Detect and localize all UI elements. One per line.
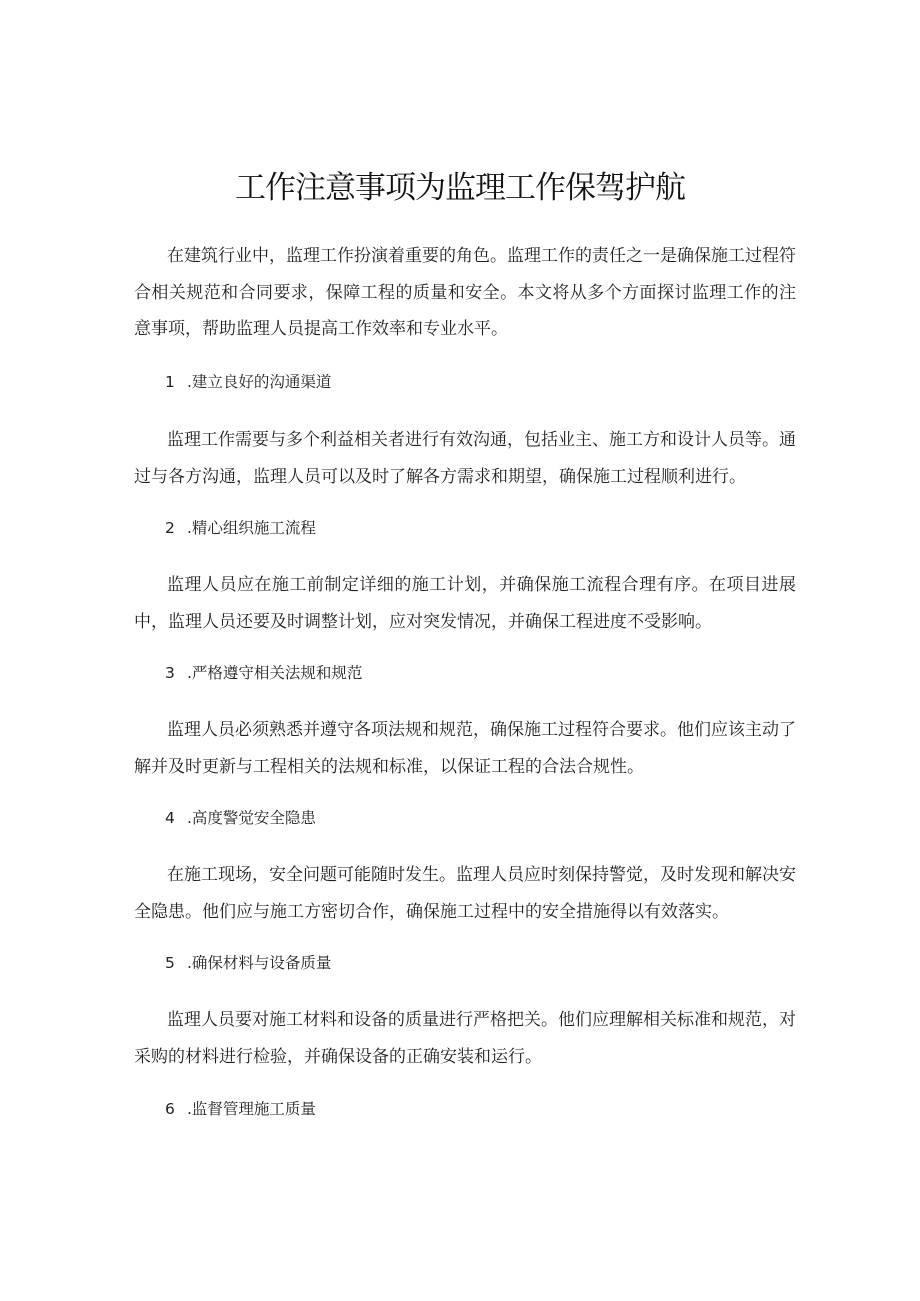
intro-paragraph: 在建筑行业中，监理工作扮演着重要的角色。监理工作的责任之一是确保施工过程符合相关规范和合同要求，保障工程的质量和安全。本文将从多个方面探讨监理工作的注意事项，帮助监理人员提高工作效率和专业水平。	[134, 246, 796, 339]
section-body-5: 监理人员要对施工材料和设备的质量进行严格把关。他们应理解相关标准和规范，对采购的材料进行检验，并确保设备的正确安装和运行。	[134, 1010, 796, 1067]
section-heading-text: .高度警觉安全隐患	[187, 809, 316, 827]
section-heading-3	[165, 661, 362, 685]
section-heading-5	[165, 951, 331, 975]
section-heading-6	[165, 1097, 316, 1121]
section-heading-text: .建立良好的沟通渠道	[187, 373, 332, 391]
section-heading-text: .确保材料与设备质量	[187, 954, 332, 972]
section-heading-4	[165, 806, 316, 830]
section-number: 3	[165, 664, 175, 682]
section-number: 5	[165, 954, 175, 972]
section-heading-text: .监督管理施工质量	[187, 1100, 316, 1118]
section-heading-text: .严格遵守相关法规和规范	[187, 664, 363, 682]
section-body-4: 在施工现场，安全问题可能随时发生。监理人员应时刻保持警觉，及时发现和解决安全隐患。他们应与施工方密切合作，确保施工过程中的安全措施得以有效落实。	[134, 865, 796, 922]
section-number: 2	[165, 519, 175, 537]
section-body-2: 监理人员应在施工前制定详细的施工计划，并确保施工流程合理有序。在项目进展中，监理人员还要及时调整计划，应对突发情况，并确保工程进度不受影响。	[134, 575, 796, 632]
section-body-3: 监理人员必须熟悉并遵守各项法规和规范，确保施工过程符合要求。他们应该主动了解并及时更新与工程相关的法规和标准，以保证工程的合法合规性。	[134, 720, 796, 777]
section-number: 4	[165, 809, 175, 827]
section-body-1: 监理工作需要与多个利益相关者进行有效沟通，包括业主、施工方和设计人员等。通过与各方沟通，监理人员可以及时了解各方需求和期望，确保施工过程顺利进行。	[134, 430, 796, 487]
section-heading-text: .精心组织施工流程	[187, 519, 316, 537]
document-title: 工作注意事项为监理工作保驾护航	[235, 170, 685, 206]
section-heading-1	[165, 370, 331, 394]
section-heading-2	[165, 516, 316, 540]
section-number: 6	[165, 1100, 175, 1118]
section-number: 1	[165, 373, 175, 391]
